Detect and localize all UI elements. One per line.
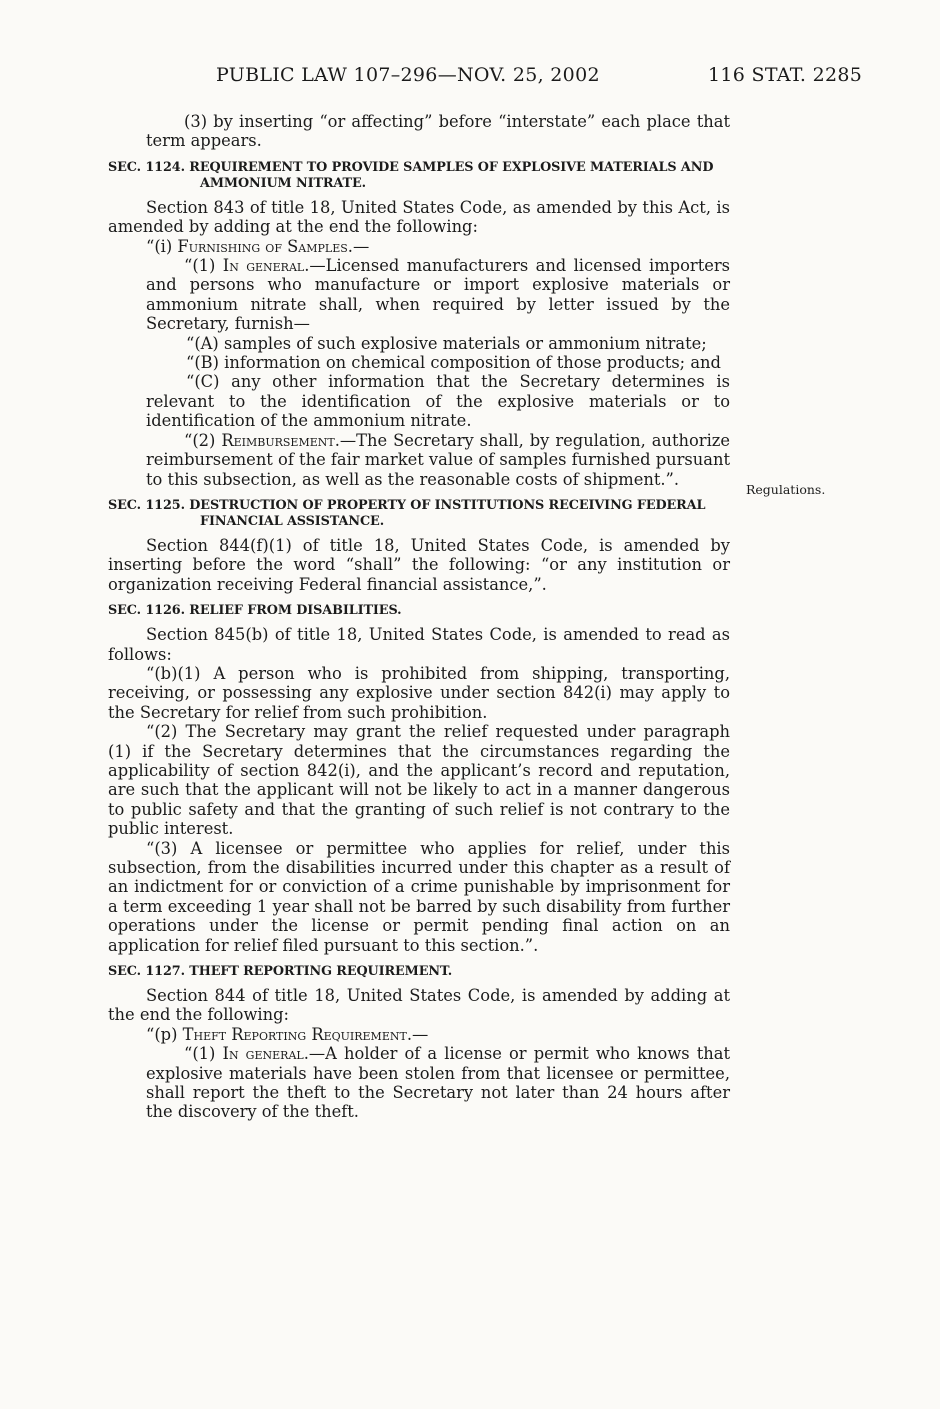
running-header-title: PUBLIC LAW 107–296—NOV. 25, 2002 — [216, 64, 600, 86]
paragraph-1-in-general: “(1) In general.—Licensed manufacturers and licensed importers and persons who manufacture or import explosive materials or ammonium nitrate shall, when required by letter issued by the Secretary, furnish— — [146, 256, 731, 334]
subparagraph-c: “(C) any other information that the Secretary determines is relevant to the identification of the explosive materials or to identification of the ammonium nitrate. — [146, 372, 730, 431]
subsection-i-heading: “(i) Furnishing of Samples.— — [146, 236, 370, 256]
section-1127-heading: SEC. 1127. THEFT REPORTING REQUIREMENT. — [108, 964, 453, 980]
section-1124-heading: SEC. 1124. REQUIREMENT TO PROVIDE SAMPLES OF EXPLOSIVE MATERIALS AND AMMONIUM NITRATE. — [108, 159, 714, 191]
subparagraph-b: “(B) information on chemical composition of those products; and — [186, 353, 721, 373]
margin-note-regulations: Regulations. — [746, 482, 826, 497]
section-1126-paragraph-2: “(2) The Secretary may grant the relief requested under paragraph (1) if the Secretary determines that the circumstances regarding the applicability of section 842(i), and the applicant’s record and reputation, are such that the applicant will not be likely to act in a manner dangerous to public safety and that the granting of such relief is not contrary to the public interest. — [108, 722, 730, 839]
subparagraph-a: “(A) samples of such explosive materials or ammonium nitrate; — [186, 333, 707, 353]
section-1126-paragraph-3: “(3) A licensee or permittee who applies for relief, under this subsection, from the disabilities incurred under this chapter as a result of an indictment for or conviction of a crime punishable by imprisonment for a term exceeding 1 year shall not be barred by such disability from further operations under the license or permit pending final action on an application for relief filed pursuant to this section.”. — [108, 838, 730, 955]
section-1126-intro: Section 845(b) of title 18, United States Code, is amended to read as follows: — [108, 625, 730, 664]
section-1126-b1: “(b)(1) A person who is prohibited from shipping, transporting, receiving, or possessing any explosive under section 842(i) may apply to the Secretary for relief from such prohibition. — [108, 663, 730, 722]
body-text — [108, 112, 730, 1122]
paragraph-3-inserting: (3) by inserting “or affecting” before “interstate” each place that term appears. — [146, 112, 730, 151]
subsection-p-heading: “(p) Theft Reporting Requirement.— — [146, 1024, 429, 1044]
subsection-p-paragraph-1: “(1) In general.—A holder of a license or permit who knows that explosive materials have been stolen from that licensee or permittee, shall report the theft to the Secretary not later than 24 hours after the discovery of the theft. — [146, 1044, 731, 1122]
section-1126-heading: SEC. 1126. RELIEF FROM DISABILITIES. — [108, 603, 402, 619]
section-1124-intro: Section 843 of title 18, United States Code, as amended by this Act, is amended by adding at the end the following: — [108, 197, 730, 237]
section-1125-heading: SEC. 1125. DESTRUCTION OF PROPERTY OF INSTITUTIONS RECEIVING FEDERAL FINANCIAL ASSISTANCE. — [108, 497, 706, 529]
page-stat-number: 116 STAT. 2285 — [708, 64, 863, 86]
section-1125-text: Section 844(f)(1) of title 18, United States Code, is amended by inserting before the word “shall” the following: “or any institution or organization receiving Federal financial assistance,”. — [108, 535, 730, 594]
section-1127-intro: Section 844 of title 18, United States Code, is amended by adding at the end the following: — [108, 986, 730, 1025]
paragraph-2-reimbursement: “(2) Reimbursement.—The Secretary shall, by regulation, authorize reimbursement of the fair market value of samples furnished pursuant to this subsection, as well as the reasonable costs of shipment.”. — [146, 430, 730, 489]
